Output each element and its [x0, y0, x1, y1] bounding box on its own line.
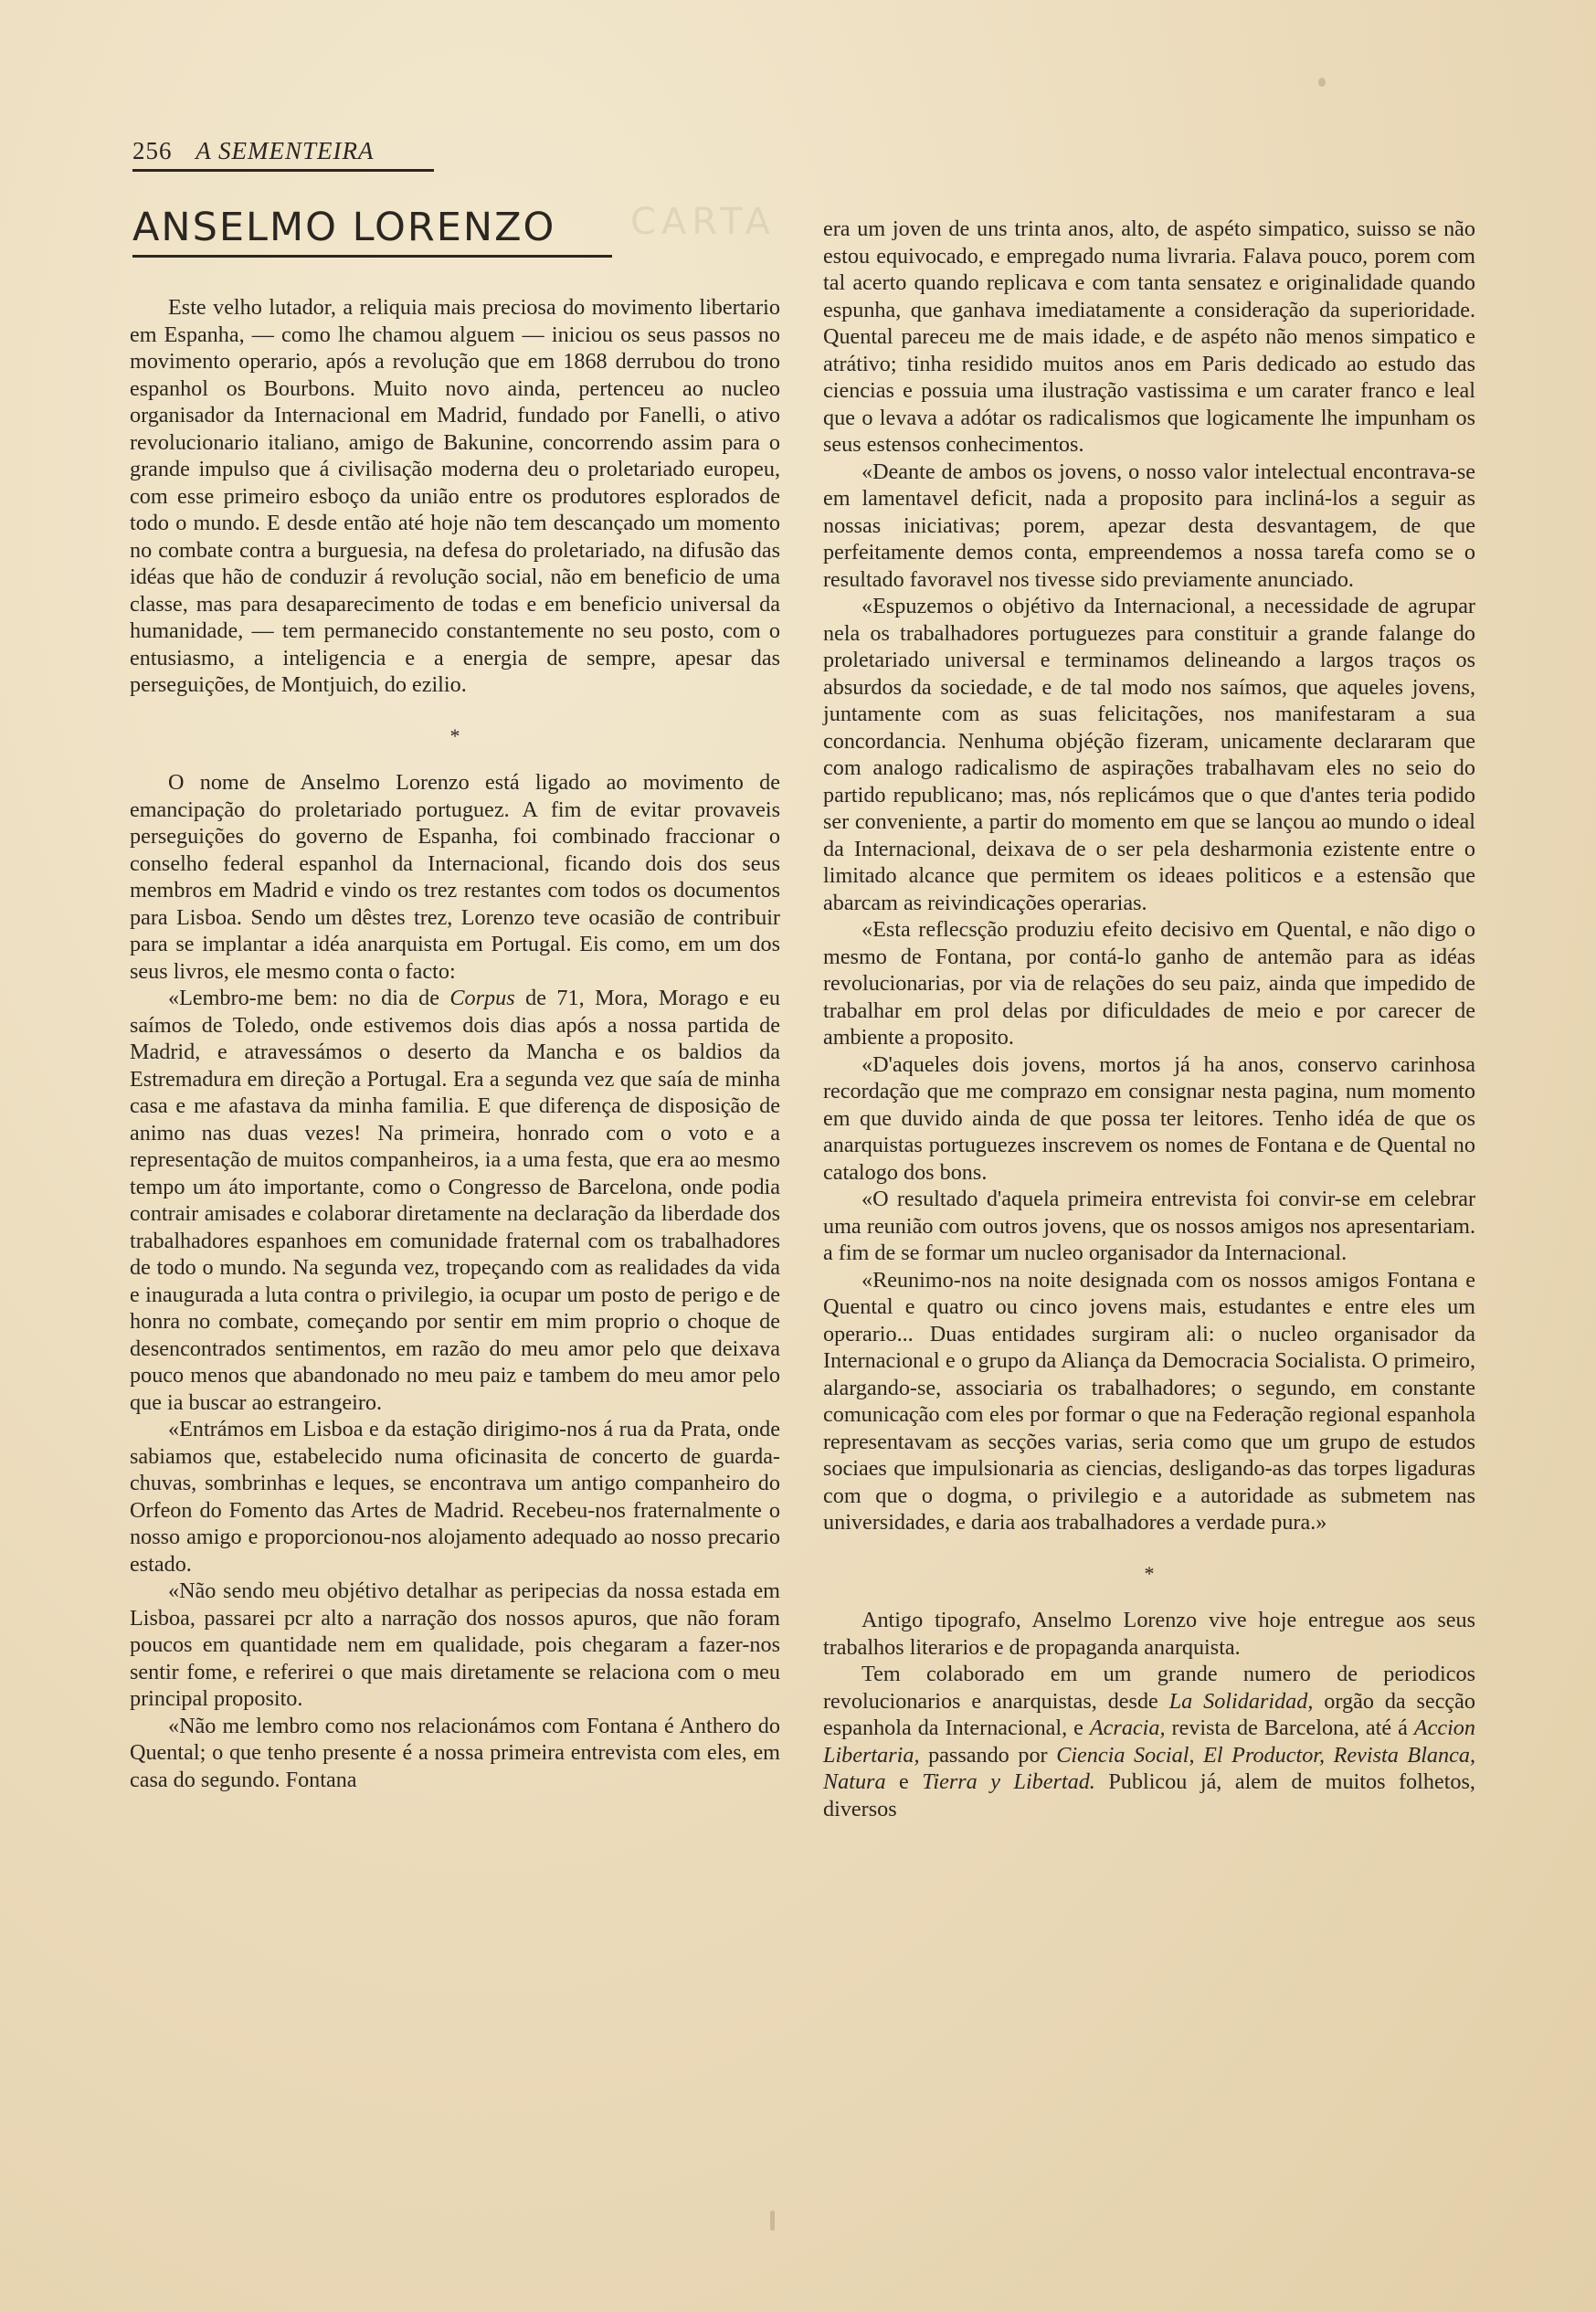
periodical-title: Ciencia Social, El Productor, Revista Blanca, Natura — [823, 1742, 1475, 1794]
right-column — [823, 216, 1475, 1822]
paragraph: «Espuzemos o objétivo da Internacional, a necessidade de agrupar nela os trabalhadores portuguezes para constituir a grande falange do proletariado universal e terminamos delineando a largos traços os absurdos da sociedade, e de tal modo nos saímos, que aqueles jovens, juntamente com as suas felicitações, nos manifestaram a sua concordancia. Nenhuma objéção fizeram, unicamente declararam que com analogo radicalismo de aspirações trabalhavam eles no seio do partido republicano; mas, nós replicámos que o que d'antes teria podido ser conveniente, a partir do momento em que se lançou ao mundo o ideal da Internacional, deixava de o ser pela desharmonia ezistente entre o limitado alcance que permitem os ideaes politicos e a estensão que abarcam as reivindicações operarias. — [823, 594, 1475, 915]
magazine-name: A SEMENTEIRA — [196, 137, 375, 164]
periodical-title: Accion Libertaria, — [823, 1716, 1475, 1768]
paper-stain — [1318, 78, 1326, 87]
bleed-through-text: CARTA — [630, 201, 776, 243]
paragraph-closing: Tem colaborado em um grande numero de periodicos revolucionarios e anarquistas, desde La Solidaridad, orgão da secção espanhola da Internacional, e Acracia, revista de Barcelona, até á Accion Libertaria, passando por Ciencia Social, El Productor, Revista Blanca, Natura e Tierra y Libertad. Publicou já, alem de muitos folhetos, diversos — [823, 1662, 1475, 1821]
paragraph: «Entrámos em Lisboa e da estação dirigimo-nos á rua da Prata, onde sabiamos que, estabelecido numa oficinasita de concerto de guarda-chuvas, sombrinhas e leques, se encontrava um antigo companheiro do Orfeon do Fomento das Artes de Madrid. Recebeu-nos fraternalmente o nosso amigo e proporcionou-nos alojamento adequado ao nosso precario estado. — [130, 1417, 780, 1577]
periodical-title: La Solidaridad, — [1168, 1688, 1314, 1714]
periodical-title: Acracia, — [1089, 1716, 1166, 1740]
article-title: ANSELMO LORENZO — [132, 206, 612, 258]
paragraph: Antigo tipografo, Anselmo Lorenzo vive hoje entregue aos seus trabalhos literarios e de propaganda anarquista. — [823, 1608, 1475, 1660]
paragraph: O nome de Anselmo Lorenzo está ligado ao movimento de emancipação do proletariado portuguez. A fim de evitar provaveis perseguições do governo de Espanha, foi combinado fraccionar o conselho federal espanhol da Internacional, ficando dois dos seus membros em Madrid e vindo os trez restantes com todos os documentos para Lisboa. Sendo um dêstes trez, Lorenzo teve ocasião de contribuir para se implantar a idéa anarquista em Portugal. Eis como, em um dos seus livros, ele mesmo conta o facto: — [130, 770, 780, 984]
paragraph: «Lembro-me bem: no dia de Corpus de 71, Mora, Morago e eu saímos de Toledo, onde estivemos dois dias após a nossa partida de Madrid, e atravessámos o deserto da Mancha e os baldios da Estremadura em direção a Portugal. Era a segunda vez que saía de minha casa e me afastava da minha familia. E que diferença de disposição de animo nas duas vezes! Na primeira, honrado com o voto e a representação de muitos companheiros, ia a uma festa, que era ao mesmo tempo um áto importante, como o Congresso de Barcelona, onde podia contrair amisades e colaborar diretamente na declaração da liberdade dos trabalhadores espanhoes em comunidade fraternal com os trabalhadores de todo o mundo. Na segunda vez, tropeçando com as realidades da vida e inaugurada a luta contra o privilegio, ia ocupar um posto de perigo e de honra no combate, começando por sentir em mim proprio o choque de desencontrados sentimentos, em razão do meu amor pelo que deixava pouco menos que abandonado no meu paiz e tambem do meu amor pelo que ia buscar ao estrangeiro. — [130, 986, 780, 1415]
paragraph: «Esta reflecsção produziu efeito decisivo em Quental, e não digo o mesmo de Fontana, por contá-lo ganho de antemão para as idéas revolucionarias, por via de relações do seu paiz, ainda que impedido de trabalhar em prol delas por dificuldades de meio e por carecer de ambiente a proposito. — [823, 917, 1475, 1050]
paragraph: «Deante de ambos os jovens, o nosso valor intelectual encontrava-se em lamentavel deficit, nada a proposito para incliná-los a seguir as nossas iniciativas; porem, apezar desta desvantagem, de que perfeitamente demos conta, empreendemos a nossa tarefa como se o resultado favoravel nos tivesse sido previamente anunciado. — [823, 459, 1475, 592]
page-number: 256 — [132, 137, 173, 164]
paragraph: «Não me lembro como nos relacionámos com Fontana é Anthero do Quental; o que tenho presente é a nossa primeira entrevista com eles, em casa do segundo. Fontana — [130, 1713, 780, 1792]
paragraph: era um joven de uns trinta anos, alto, de aspéto simpatico, suisso se não estou equivocado, e empregado numa livraria. Falava pouco, porem com tal acerto quando replicava e com tanta sensatez e originalidade quando espunha, que ganhava imediatamente a consideração da superioridade. Quental pareceu me de mais idade, e de aspéto não menos simpatico e atrátivo; tinha residido muitos anos em Paris dedicado ao estudo das ciencias e possuia uma ilustração vastissima e um carater franco e leal que o levava a adótar os radicalismos que logicamente lhe impunham os seus estensos conhecimentos. — [823, 216, 1475, 457]
italic-term: Corpus — [449, 986, 515, 1010]
paragraph: «D'aqueles dois jovens, mortos já ha anos, conservo carinhosa recordação que me comprazo em consignar nesta pagina, num momento em que duvido ainda de que possa ter leitores. Tenho idéa de que os anarquistas portuguezes inscrevem os nomes de Fontana e de Quental no catalogo dos bons. — [823, 1051, 1475, 1185]
section-divider: * — [1144, 1561, 1155, 1585]
paragraph: «Reunimo-nos na noite designada com os nossos amigos Fontana e Quental e quatro ou cinco jovens mais, estudantes e entre eles um operario... Duas entidades surgiram ali: o nucleo organisador da Internacional e o grupo da Aliança da Democracia Socialista. O primeiro, alargando-se, associaria os trabalhadores; o segundo, em constante comunicação com eles por formar o que na Federação regional espanhola representavam as secções varias, seria como que um grupo de estudos sociaes que impulsionaria as ciencias, desligando-as das torpes ligaduras com que o dogma, o privilegio e a autoridade as submetem nas universidades, e daria aos trabalhadores a verdade pura.» — [823, 1267, 1475, 1535]
periodical-title: Tierra y Libertad. — [922, 1769, 1095, 1794]
paragraph: Este velho lutador, a reliquia mais preciosa do movimento libertario em Espanha, — como lhe chamou alguem — iniciou os seus passos no movimento operario, após a revolução que em 1868 derrubou do trono espanhol os Bourbons. Muito novo ainda, pertenceu ao nucleo organisador da Internacional em Madrid, fundado por Fanelli, o ativo revolucionario italiano, amigo de Bakunine, concorrendo assim para o grande impulso que á civilisação moderna deu o proletariado europeu, com esse primeiro esboço da união entre os produtores esplorados de todo o mundo. E desde então até hoje não tem descançado um momento no combate contra a burguesia, na defesa do proletariado, na difusão das idéas que hão de conduzir á revolução social, não em beneficio de uma classe, mas para desaparecimento de todas e em beneficio universal da humanidade, — tem permanecido constantemente no seu posto, com o entusiasmo, a inteligencia e a energia de sempre, apesar das perseguições, de Montjuich, do ezilio. — [130, 295, 780, 697]
left-column — [130, 294, 780, 1793]
running-header — [132, 137, 434, 172]
section-divider: * — [449, 723, 460, 747]
paragraph: «Não sendo meu objétivo detalhar as peripecias da nossa estada em Lisboa, passarei pcr alto a narração dos nossos apuros, que não foram poucos em quantidade nem em qualidade, pois chegaram a fazer-nos sentir fome, e referirei o que mais diretamente se relaciona com o meu principal proposito. — [130, 1578, 780, 1711]
paper-stain — [770, 2211, 775, 2231]
paragraph: «O resultado d'aquela primeira entrevista foi convir-se em celebrar uma reunião com outros jovens, que os nossos amigos nos apresentariam. a fim de se formar um nucleo organisador da Internacional. — [823, 1187, 1475, 1265]
